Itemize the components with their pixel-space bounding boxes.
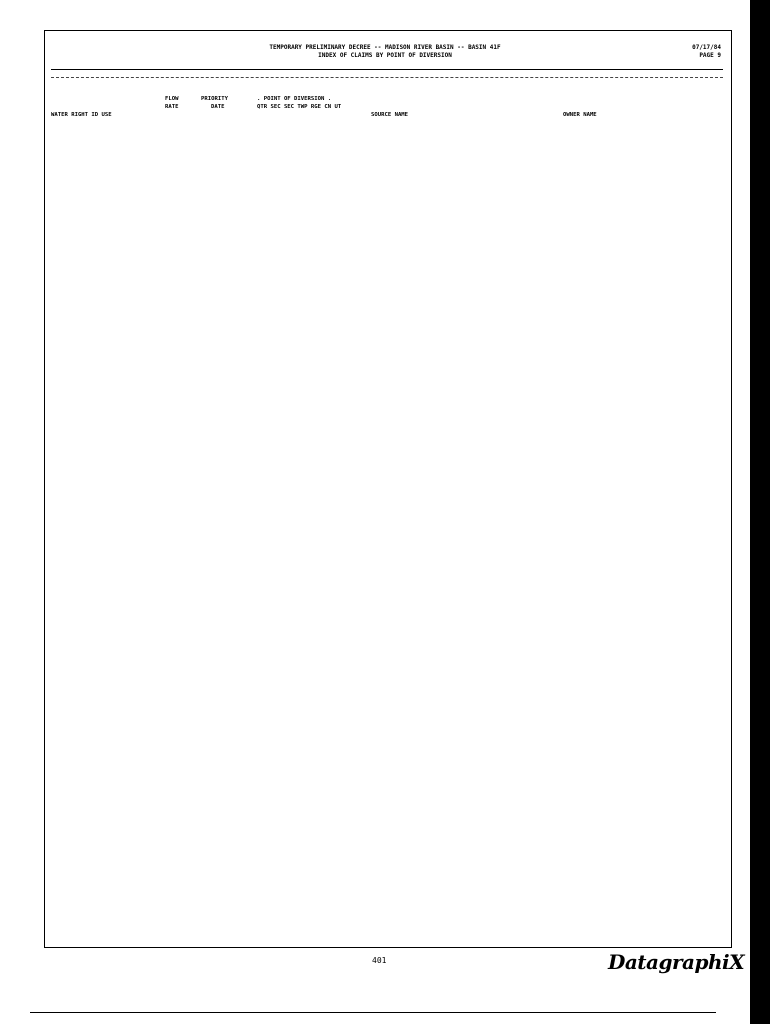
table-row xyxy=(51,524,723,535)
table-row xyxy=(51,756,723,767)
table-row xyxy=(51,236,723,247)
table-row xyxy=(51,778,723,789)
col-point-top: . POINT OF DIVERSION . xyxy=(257,96,332,102)
table-row xyxy=(51,369,723,380)
table-row xyxy=(51,568,723,579)
table-row xyxy=(51,679,723,690)
table-row xyxy=(51,911,723,922)
page-code: 401 xyxy=(372,956,387,965)
table-row xyxy=(51,513,723,524)
table-row xyxy=(51,701,723,712)
document-subtitle: INDEX OF CLAIMS BY POINT OF DIVERSION xyxy=(318,52,452,59)
col-flow-bottom: RATE xyxy=(165,104,179,110)
table-row xyxy=(51,314,723,325)
table-row xyxy=(51,557,723,568)
row-gap xyxy=(51,833,723,845)
table-row xyxy=(51,546,723,557)
table-row xyxy=(51,380,723,391)
table-row xyxy=(51,789,723,800)
table-row xyxy=(51,159,723,170)
table-row xyxy=(51,690,723,701)
table-row xyxy=(51,435,723,446)
table-row xyxy=(51,634,723,645)
table-row xyxy=(51,402,723,413)
document-date: 07/17/84 xyxy=(692,44,721,51)
table-row xyxy=(51,413,723,424)
table-row xyxy=(51,535,723,546)
table-row xyxy=(51,225,723,236)
table-row xyxy=(51,645,723,656)
header-divider xyxy=(51,69,723,70)
table-row xyxy=(51,136,723,147)
table-row xyxy=(51,723,723,734)
table-row xyxy=(51,325,723,336)
col-owner: OWNER NAME xyxy=(563,112,597,118)
table-row xyxy=(51,878,723,889)
table-row xyxy=(51,468,723,479)
bottom-rule xyxy=(30,1012,716,1013)
col-water-right: WATER RIGHT ID USE xyxy=(51,112,112,118)
table-row xyxy=(51,192,723,203)
table-row xyxy=(51,601,723,612)
table-row xyxy=(51,822,723,833)
table-row xyxy=(51,856,723,867)
document-page xyxy=(44,30,732,948)
table-row xyxy=(51,922,723,933)
table-row xyxy=(51,303,723,314)
table-row xyxy=(51,502,723,513)
table-row xyxy=(51,668,723,679)
row-gap xyxy=(51,147,723,159)
table-row xyxy=(51,734,723,745)
table-row xyxy=(51,358,723,369)
table-row xyxy=(51,280,723,291)
col-source: SOURCE NAME xyxy=(371,112,409,118)
row-gap xyxy=(51,291,723,303)
table-row xyxy=(51,811,723,822)
table-row xyxy=(51,247,723,258)
table-row xyxy=(51,125,723,136)
col-priority-bottom: DATE xyxy=(211,104,225,110)
table-row xyxy=(51,767,723,778)
document-title: TEMPORARY PRELIMINARY DECREE -- MADISON RIVER BASIN -- BASIN 41F xyxy=(269,44,501,51)
header-dashed-divider xyxy=(51,77,723,78)
table-row xyxy=(51,181,723,192)
table-row xyxy=(51,347,723,358)
claims-table xyxy=(51,125,723,977)
table-row xyxy=(51,258,723,269)
row-gap xyxy=(51,656,723,668)
table-row xyxy=(51,933,723,944)
col-flow-top: FLOW xyxy=(165,96,179,102)
table-row xyxy=(51,391,723,402)
table-row xyxy=(51,336,723,347)
table-row xyxy=(51,491,723,502)
table-row xyxy=(51,712,723,723)
datagraphix-logo: DatagraphiX xyxy=(608,950,745,974)
table-row xyxy=(51,269,723,280)
table-row xyxy=(51,203,723,214)
table-row xyxy=(51,446,723,457)
table-row xyxy=(51,424,723,435)
table-row xyxy=(51,745,723,756)
table-row xyxy=(51,889,723,900)
table-row xyxy=(51,214,723,225)
table-row xyxy=(51,170,723,181)
table-row xyxy=(51,590,723,601)
col-point-bottom: QTR SEC SEC TWP RGE CN UT xyxy=(257,104,342,110)
scan-edge-bar xyxy=(750,0,770,1024)
table-row xyxy=(51,900,723,911)
table-row xyxy=(51,457,723,468)
page-number: PAGE 9 xyxy=(699,52,721,59)
row-gap xyxy=(51,479,723,491)
column-headers xyxy=(51,95,723,121)
table-row xyxy=(51,612,723,623)
table-row xyxy=(51,623,723,634)
col-priority-top: PRIORITY xyxy=(201,96,228,102)
table-row xyxy=(51,867,723,878)
table-row xyxy=(51,579,723,590)
table-row xyxy=(51,845,723,856)
table-row xyxy=(51,800,723,811)
